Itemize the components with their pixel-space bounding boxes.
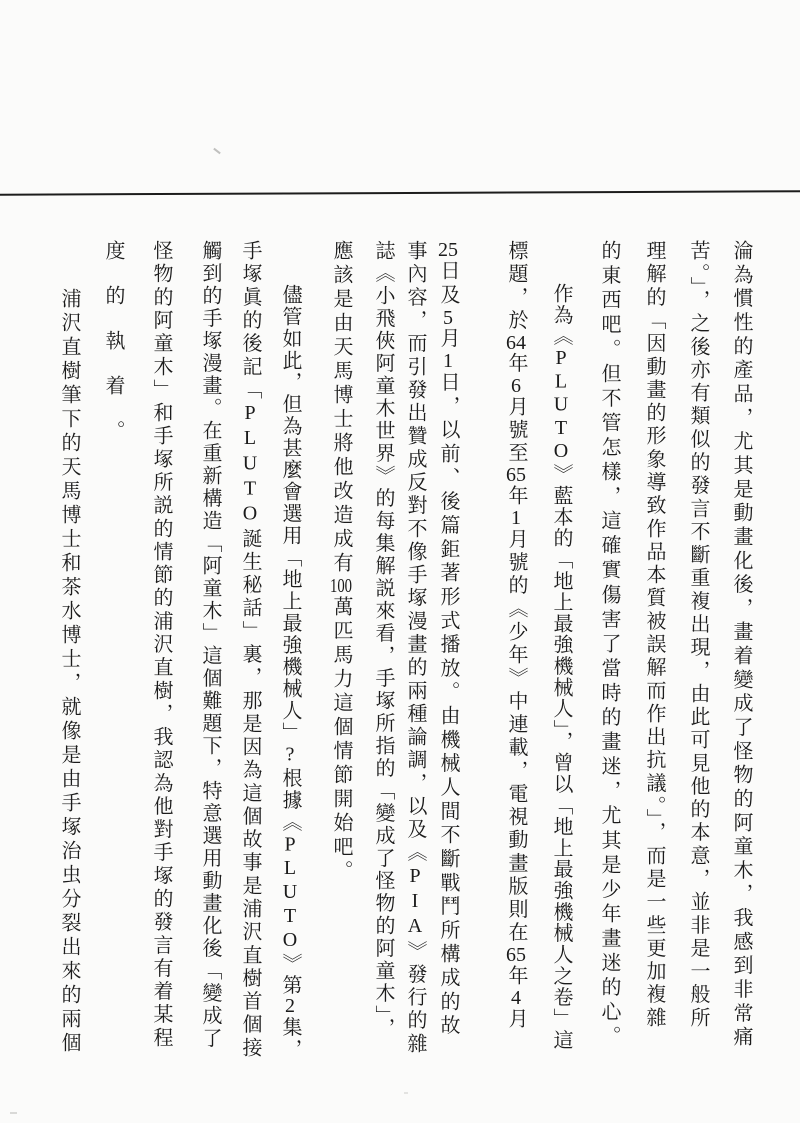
text-column: 苦。」，之後亦有類似的發言不斷重複出現，由此可見他的本意，並非是一般所 — [687, 240, 709, 1030]
text-column: 浦沢直樹筆下的天馬博士和茶水博士，就像是由手塚治虫分裂出來的兩個 — [58, 288, 80, 1056]
text-column: 怪物的阿童木」和手塚所説的情節的浦沢直樹，我認為他對手塚的發言有着某程 — [150, 240, 172, 1050]
text-column: 手塚眞的後記「PLUTO誕生秘話」裏，那是因為這個故事是浦沢直樹首個接 — [239, 240, 261, 1060]
scan-speck — [10, 1112, 17, 1114]
text-column: 儘管如此，但為甚麼會選用「地上最強機械人」?根據《PLUTO》第2集， — [279, 283, 301, 1061]
text-column: 標題，於64年6月號至65年1月號的《少年》中連載，電視動畫版則在65年4月 — [505, 240, 527, 1032]
scan-speck — [404, 1092, 408, 1094]
text-column: 理解的「因動畫的形象導致作品本質被誤解而作出抗議。」，而是一些更加複雜 — [643, 240, 665, 1030]
text-column: 淪為慣性的產品，尤其是動畫化後，畫着變成了怪物的阿童木，我感到非常痛 — [730, 240, 752, 1050]
text-column: 的東西吧。但不管怎樣，這確實傷害了當時的畫迷，尤其是少年畫迷的心。 — [598, 240, 620, 1051]
text-column: 觸到的手塚漫畫。在重新構造「阿童木」這個難題下，特意選用動畫化後「變成了 — [199, 240, 221, 1050]
text-column: 事內容，而引發出贊成反對不像手塚漫畫的兩種論調，以及《PIA》發行的雜 — [404, 240, 426, 1056]
text-column: 25日及5月1日，以前、後篇鉅著形式播放。由機械人間不斷戰鬥所構成的故 — [437, 240, 459, 1039]
text-column: 度的執着。 — [102, 240, 124, 465]
text-column: 誌《小飛俠阿童木世界》的每集解説來看，手塚所指的「變成了怪物的阿童木」， — [372, 240, 394, 1040]
text-column: 應該是由天馬博士將他改造成有100萬匹馬力這個情節開始吧。 — [330, 240, 352, 884]
text-column: 作為《PLUTO》藍本的「地上最強機械人」，曾以「地上最強機械人之卷」這 — [550, 282, 572, 1051]
